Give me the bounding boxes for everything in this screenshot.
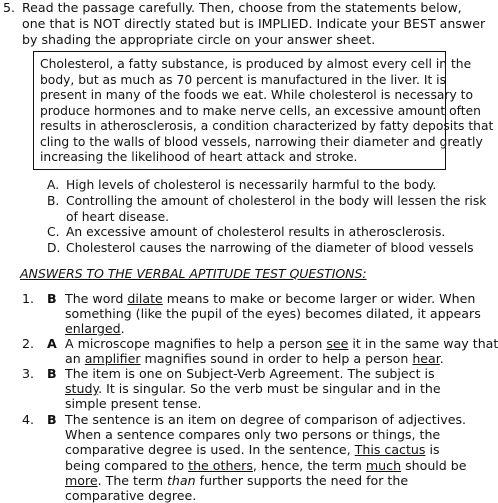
passage-line: Cholesterol, a fatty substance, is produced by almost every cell in the <box>40 57 472 71</box>
underlined-term: enlarged <box>65 321 121 337</box>
answer-text: means to make or become larger or wider. When <box>162 291 476 306</box>
choice-text: Controlling the amount of cholesterol in the body will lessen the risk <box>66 194 487 208</box>
italic-term: than <box>166 472 196 488</box>
answer-text: something (like the pupil of the eyes) becomes dilated, it appears <box>65 306 481 322</box>
answers-heading: ANSWERS TO THE VERBAL APTITUDE TEST QUESTIONS: <box>20 266 367 281</box>
answer-text: it in the same way that <box>348 336 498 351</box>
passage-line: increasing the likelihood of heart attack and stroke. <box>40 150 358 164</box>
answer-text: The word <box>65 291 128 306</box>
underlined-term: much <box>365 457 402 473</box>
answer-number: 2. <box>22 336 35 351</box>
answer-text: The item is one on Subject-Verb Agreement. The subject is <box>65 366 435 381</box>
answer-line <box>65 458 467 473</box>
choice-text: of heart disease. <box>66 209 170 224</box>
answer-line <box>65 442 440 457</box>
answer-line <box>65 381 441 396</box>
passage-line: cling to the walls of blood vessels, narrowing their diameter and greatly <box>40 134 483 149</box>
answer-line <box>65 412 466 427</box>
answer-text: . The term <box>97 472 167 488</box>
choice-text: High levels of cholesterol is necessarily harmful to the body. <box>66 178 437 192</box>
question-line: one that is NOT directly stated but is IMPLIED. Indicate your BEST answer <box>22 16 486 31</box>
passage-line: produce hormones and to make nerve cells, an excessive amount often <box>40 103 481 118</box>
choice-letter: A. <box>47 178 60 192</box>
underlined-term: dilate <box>127 291 163 306</box>
answer-line <box>65 427 440 442</box>
answer-text: an <box>65 351 85 367</box>
answer-text: further supports the need for the <box>195 472 409 488</box>
question-number: 5. <box>3 0 16 15</box>
passage-line: present in many of the foods we eat. While cholesterol is necessary to <box>40 88 473 102</box>
answer-text: is <box>425 442 440 458</box>
answer-text: When a sentence compares only two persons or things, the <box>65 427 441 443</box>
answer-key: A <box>47 336 57 351</box>
passage-line: body, but as much as 70 percent is manufactured in the liver. It is <box>40 72 447 87</box>
underlined-term: the others <box>188 457 253 473</box>
answer-key: B <box>47 412 57 427</box>
underlined-term: hear <box>412 351 440 367</box>
answer-number: 3. <box>22 366 35 381</box>
answer-text: should be <box>401 457 467 473</box>
underlined-term: more <box>65 472 98 488</box>
answer-text: comparative degree. <box>65 488 197 503</box>
answer-text: . <box>120 321 125 337</box>
passage-line: results in atherosclerosis, a condition characterized by fatty deposits that <box>40 119 494 133</box>
answer-text: The sentence is an item on degree of comparison of adjectives. <box>65 412 467 427</box>
answer-text: . <box>439 351 444 367</box>
choice-letter: D. <box>47 241 61 255</box>
answer-text: , hence, the term <box>252 457 366 473</box>
answer-number: 1. <box>22 291 35 306</box>
choice-text: An excessive amount of cholesterol results in atherosclerosis. <box>66 225 446 239</box>
answer-text: being compared to <box>65 457 189 473</box>
question-line: Read the passage carefully. Then, choose from the statements below, <box>22 0 462 15</box>
question-line: by shading the appropriate circle on your answer sheet. <box>22 32 376 47</box>
answer-text: magnifies sound in order to help a person <box>140 351 413 367</box>
answer-text: . It is singular. So the verb must be singular and in the <box>98 381 441 397</box>
answer-line <box>65 291 475 306</box>
answer-line <box>65 488 196 503</box>
answer-line <box>65 306 481 321</box>
underlined-term: see <box>326 336 349 351</box>
answer-line <box>65 351 444 366</box>
answer-line <box>65 473 408 488</box>
choice-letter: B. <box>47 194 60 208</box>
answer-line <box>65 396 201 411</box>
underlined-term: This cactus <box>354 442 426 458</box>
answer-text: A microscope magnifies to help a person <box>65 336 327 351</box>
underlined-term: amplifier <box>84 351 141 367</box>
underlined-term: study <box>65 381 99 397</box>
answer-key: B <box>47 366 57 381</box>
answer-text: simple present tense. <box>65 396 202 412</box>
answer-text: comparative degree is used. In the sentence, <box>65 442 355 458</box>
choice-letter: C. <box>47 225 60 239</box>
choice-text: Cholesterol causes the narrowing of the diameter of blood vessels <box>66 241 474 255</box>
answer-line <box>65 321 125 336</box>
answer-key: B <box>47 291 57 306</box>
answer-line <box>65 336 498 351</box>
answer-number: 4. <box>22 412 35 427</box>
answer-line <box>65 366 435 381</box>
